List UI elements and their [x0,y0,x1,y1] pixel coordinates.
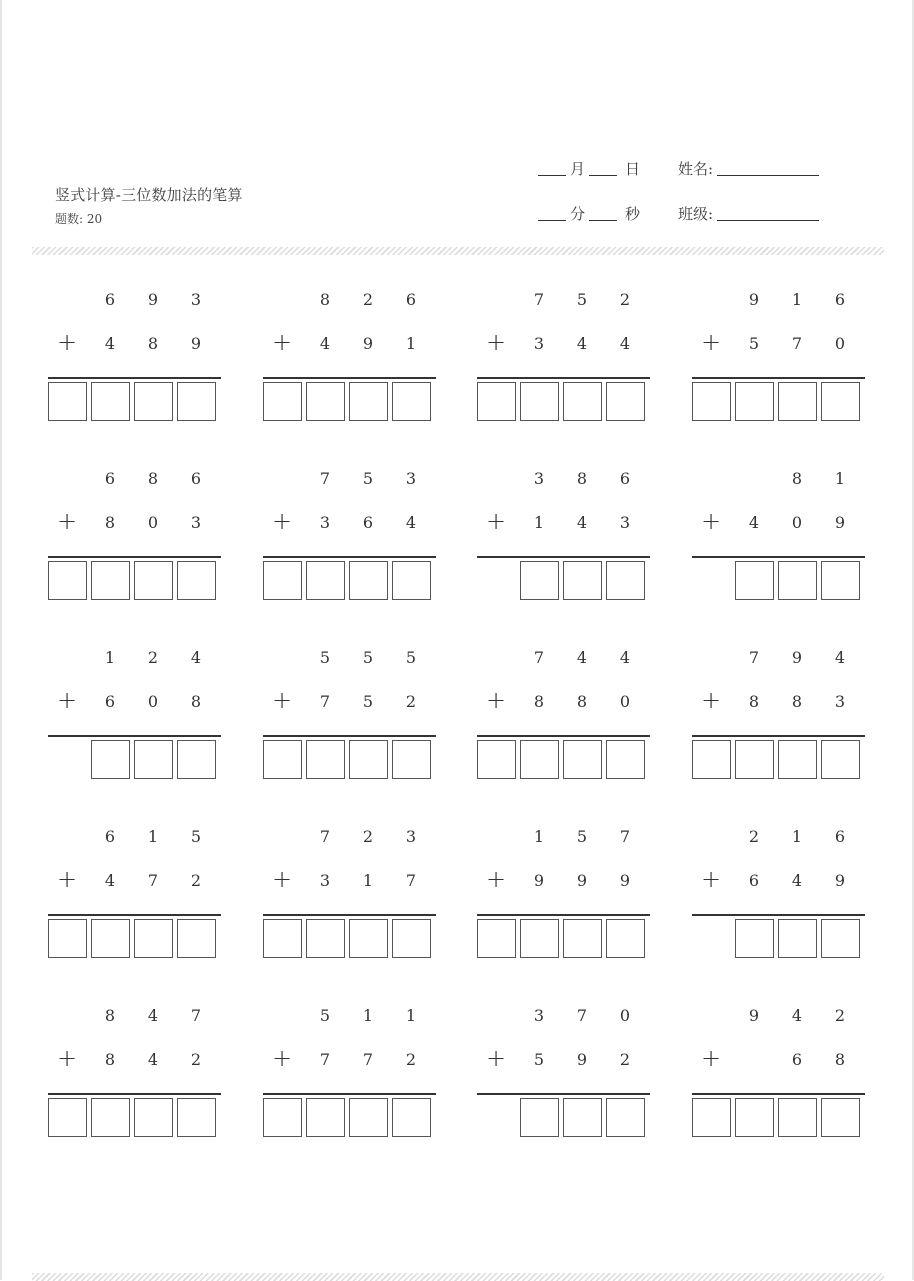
addend-top-digit: 9 [748,1006,760,1025]
sum-line [48,914,221,916]
answer-box[interactable] [735,382,774,421]
addend-top-digit: 3 [190,290,202,309]
answer-box[interactable] [477,740,516,779]
plus-sign-icon: + [271,1044,293,1072]
problem-17 [48,1004,224,1144]
plus-sign-icon: + [56,1044,78,1072]
sum-line [477,735,650,737]
answer-box[interactable] [91,919,130,958]
addend-bottom-digit: 3 [190,513,202,532]
addend-top-digit: 4 [147,1006,159,1025]
month-blank[interactable] [538,175,566,176]
addend-bottom-digit: 4 [104,334,116,353]
addend-top-digit: 6 [405,290,417,309]
answer-box[interactable] [821,919,860,958]
answer-box[interactable] [520,919,559,958]
plus-sign-icon: + [271,507,293,535]
answer-box[interactable] [91,561,130,600]
addend-top-digit: 7 [533,648,545,667]
addend-top-digit: 0 [619,1006,631,1025]
answer-box[interactable] [349,919,388,958]
addend-bottom-digit: 4 [619,334,631,353]
sum-line [263,377,436,379]
answer-box[interactable] [821,561,860,600]
header-divider [32,247,884,255]
answer-box[interactable] [177,1098,216,1137]
addend-top-digit: 2 [362,290,374,309]
problem-13 [48,825,224,965]
sum-line [692,914,865,916]
answer-box[interactable] [134,382,173,421]
addend-bottom-digit: 2 [190,871,202,890]
answer-box[interactable] [778,740,817,779]
answer-box[interactable] [349,382,388,421]
plus-sign-icon: + [271,328,293,356]
plus-sign-icon: + [700,686,722,714]
answer-box[interactable] [563,382,602,421]
answer-box[interactable] [735,919,774,958]
answer-box[interactable] [821,740,860,779]
addend-bottom-digit: 4 [104,871,116,890]
problem-10 [263,646,439,786]
addend-bottom-digit: 0 [791,513,803,532]
addend-bottom-digit: 3 [619,513,631,532]
addend-bottom-digit: 8 [104,513,116,532]
answer-box[interactable] [520,561,559,600]
plus-sign-icon: + [56,328,78,356]
answer-box[interactable] [48,1098,87,1137]
addend-top-digit: 6 [190,469,202,488]
addend-top-digit: 7 [190,1006,202,1025]
answer-box[interactable] [134,561,173,600]
sum-line [477,1093,650,1095]
answer-box[interactable] [263,740,302,779]
addend-top-digit: 1 [834,469,846,488]
plus-sign-icon: + [271,686,293,714]
sum-line [692,377,865,379]
addend-top-digit: 8 [576,469,588,488]
addend-top-digit: 5 [190,827,202,846]
addend-bottom-digit: 7 [362,1050,374,1069]
addend-bottom-digit: 6 [104,692,116,711]
addend-top-digit: 3 [533,469,545,488]
addend-bottom-digit: 8 [791,692,803,711]
addend-top-digit: 1 [104,648,116,667]
answer-box[interactable] [263,919,302,958]
addend-bottom-digit: 7 [405,871,417,890]
addend-bottom-digit: 4 [319,334,331,353]
addend-bottom-digit: 0 [619,692,631,711]
addend-bottom-digit: 7 [319,1050,331,1069]
class-blank[interactable] [717,220,819,221]
answer-box[interactable] [392,561,431,600]
addend-bottom-digit: 4 [576,513,588,532]
answer-box[interactable] [778,919,817,958]
addend-top-digit: 2 [362,827,374,846]
addend-bottom-digit: 5 [362,692,374,711]
answer-box[interactable] [563,740,602,779]
addend-bottom-digit: 1 [362,871,374,890]
answer-box[interactable] [606,561,645,600]
answer-box[interactable] [177,919,216,958]
addend-top-digit: 6 [104,827,116,846]
answer-box[interactable] [821,382,860,421]
addend-bottom-digit: 2 [405,1050,417,1069]
answer-box[interactable] [520,382,559,421]
addend-top-digit: 6 [104,290,116,309]
addend-top-digit: 4 [576,648,588,667]
addend-top-digit: 5 [576,290,588,309]
addend-top-digit: 6 [834,827,846,846]
answer-box[interactable] [520,740,559,779]
minute-blank[interactable] [538,220,566,221]
addend-bottom-digit: 9 [619,871,631,890]
answer-box[interactable] [306,919,345,958]
addend-top-digit: 6 [104,469,116,488]
addend-top-digit: 4 [190,648,202,667]
answer-box[interactable] [778,1098,817,1137]
sum-line [263,556,436,558]
addend-top-digit: 9 [748,290,760,309]
answer-box[interactable] [735,561,774,600]
plus-sign-icon: + [485,865,507,893]
answer-box[interactable] [91,382,130,421]
addend-bottom-digit: 4 [791,871,803,890]
addend-top-digit: 7 [533,290,545,309]
addend-bottom-digit: 3 [533,334,545,353]
sum-line [48,556,221,558]
answer-box[interactable] [563,1098,602,1137]
answer-box[interactable] [306,1098,345,1137]
problem-8 [692,467,868,607]
name-row [678,158,823,179]
addend-top-digit: 7 [619,827,631,846]
answer-box[interactable] [349,1098,388,1137]
problem-15 [477,825,653,965]
answer-box[interactable] [263,1098,302,1137]
addend-top-digit: 7 [576,1006,588,1025]
problem-9 [48,646,224,786]
answer-box[interactable] [91,1098,130,1137]
class-row [678,203,823,224]
answer-box[interactable] [692,1098,731,1137]
addend-bottom-digit: 4 [147,1050,159,1069]
problem-3 [477,288,653,428]
problem-5 [48,467,224,607]
addend-top-digit: 5 [362,469,374,488]
plus-sign-icon: + [700,865,722,893]
addend-bottom-digit: 0 [147,513,159,532]
addend-bottom-digit: 0 [147,692,159,711]
addend-top-digit: 4 [619,648,631,667]
answer-box[interactable] [349,561,388,600]
addend-bottom-digit: 4 [576,334,588,353]
answer-box[interactable] [606,740,645,779]
addend-top-digit: 3 [405,469,417,488]
addend-top-digit: 1 [362,1006,374,1025]
addend-top-digit: 3 [533,1006,545,1025]
answer-box[interactable] [48,382,87,421]
answer-box[interactable] [778,382,817,421]
answer-box[interactable] [306,382,345,421]
answer-box[interactable] [477,382,516,421]
problem-6 [263,467,439,607]
addend-top-digit: 7 [319,827,331,846]
answer-box[interactable] [392,919,431,958]
addend-top-digit: 6 [619,469,631,488]
addend-top-digit: 8 [319,290,331,309]
answer-box[interactable] [735,740,774,779]
sum-line [48,377,221,379]
addend-top-digit: 2 [147,648,159,667]
addend-top-digit: 5 [405,648,417,667]
problem-18 [263,1004,439,1144]
addend-top-digit: 2 [748,827,760,846]
plus-sign-icon: + [700,1044,722,1072]
addend-top-digit: 8 [104,1006,116,1025]
sum-line [477,914,650,916]
answer-box[interactable] [134,740,173,779]
answer-box[interactable] [606,382,645,421]
problem-count: 题数: 20 [55,212,103,226]
addend-top-digit: 7 [319,469,331,488]
answer-box[interactable] [306,740,345,779]
worksheet-title: 竖式计算-三位数加法的笔算 [55,186,243,204]
problem-4 [692,288,868,428]
addend-bottom-digit: 9 [576,1050,588,1069]
problem-14 [263,825,439,965]
addend-bottom-digit: 6 [791,1050,803,1069]
answer-box[interactable] [306,561,345,600]
sum-line [692,556,865,558]
addend-bottom-digit: 9 [190,334,202,353]
answer-box[interactable] [606,919,645,958]
plus-sign-icon: + [485,686,507,714]
answer-box[interactable] [134,919,173,958]
addend-bottom-digit: 7 [147,871,159,890]
addend-bottom-digit: 4 [748,513,760,532]
date-row [534,158,640,179]
plus-sign-icon: + [56,507,78,535]
answer-box[interactable] [692,740,731,779]
addend-bottom-digit: 2 [619,1050,631,1069]
addend-top-digit: 5 [576,827,588,846]
addend-bottom-digit: 9 [576,871,588,890]
sum-line [263,914,436,916]
answer-box[interactable] [177,382,216,421]
time-row [534,203,640,224]
sum-line [692,1093,865,1095]
plus-sign-icon: + [56,865,78,893]
problem-11 [477,646,653,786]
addend-bottom-digit: 3 [834,692,846,711]
answer-box[interactable] [563,561,602,600]
addend-top-digit: 1 [147,827,159,846]
name-blank[interactable] [717,175,819,176]
problem-16 [692,825,868,965]
sum-line [48,1093,221,1095]
addend-top-digit: 4 [791,1006,803,1025]
plus-sign-icon: + [485,1044,507,1072]
month-label: 月 [570,160,586,178]
answer-box[interactable] [821,1098,860,1137]
addend-top-digit: 7 [748,648,760,667]
sum-line [692,735,865,737]
plus-sign-icon: + [700,328,722,356]
answer-box[interactable] [520,1098,559,1137]
addend-bottom-digit: 8 [834,1050,846,1069]
addend-bottom-digit: 9 [362,334,374,353]
addend-bottom-digit: 3 [319,513,331,532]
answer-box[interactable] [48,919,87,958]
addend-top-digit: 1 [405,1006,417,1025]
answer-box[interactable] [263,382,302,421]
addend-bottom-digit: 8 [104,1050,116,1069]
addend-bottom-digit: 8 [748,692,760,711]
answer-box[interactable] [263,561,302,600]
plus-sign-icon: + [485,328,507,356]
addend-bottom-digit: 1 [533,513,545,532]
addend-bottom-digit: 9 [834,871,846,890]
addend-top-digit: 5 [319,648,331,667]
name-label: 姓名: [678,160,714,178]
addend-top-digit: 9 [147,290,159,309]
plus-sign-icon: + [271,865,293,893]
sum-line [477,556,650,558]
problem-1 [48,288,224,428]
sum-line [263,1093,436,1095]
problem-2 [263,288,439,428]
addend-top-digit: 5 [362,648,374,667]
problem-12 [692,646,868,786]
addend-bottom-digit: 8 [576,692,588,711]
answer-box[interactable] [606,1098,645,1137]
addend-top-digit: 9 [791,648,803,667]
class-label: 班级: [678,205,714,223]
addend-bottom-digit: 8 [533,692,545,711]
answer-box[interactable] [392,1098,431,1137]
addend-top-digit: 2 [619,290,631,309]
answer-box[interactable] [177,561,216,600]
addend-bottom-digit: 0 [834,334,846,353]
problem-20 [692,1004,868,1144]
addend-bottom-digit: 7 [319,692,331,711]
addend-bottom-digit: 4 [405,513,417,532]
second-blank[interactable] [589,220,617,221]
addend-top-digit: 1 [791,827,803,846]
answer-box[interactable] [392,382,431,421]
addend-bottom-digit: 2 [405,692,417,711]
problem-7 [477,467,653,607]
addend-top-digit: 1 [533,827,545,846]
sum-line [263,735,436,737]
addend-bottom-digit: 6 [362,513,374,532]
answer-box[interactable] [563,919,602,958]
plus-sign-icon: + [56,686,78,714]
addend-bottom-digit: 5 [748,334,760,353]
addend-top-digit: 1 [791,290,803,309]
addend-bottom-digit: 8 [190,692,202,711]
answer-box[interactable] [778,561,817,600]
addend-bottom-digit: 9 [533,871,545,890]
addend-top-digit: 5 [319,1006,331,1025]
plus-sign-icon: + [700,507,722,535]
addend-top-digit: 6 [834,290,846,309]
addend-bottom-digit: 1 [405,334,417,353]
sum-line [48,735,221,737]
answer-box[interactable] [477,919,516,958]
answer-box[interactable] [692,382,731,421]
answer-box[interactable] [134,1098,173,1137]
addend-bottom-digit: 3 [319,871,331,890]
minute-label: 分 [570,205,586,223]
answer-box[interactable] [91,740,130,779]
addend-top-digit: 4 [834,648,846,667]
answer-box[interactable] [349,740,388,779]
addend-bottom-digit: 7 [791,334,803,353]
answer-box[interactable] [735,1098,774,1137]
addend-top-digit: 2 [834,1006,846,1025]
addend-top-digit: 8 [791,469,803,488]
page-edge-left [0,0,2,1280]
addend-bottom-digit: 8 [147,334,159,353]
day-label: 日 [625,160,641,178]
addend-top-digit: 8 [147,469,159,488]
answer-box[interactable] [177,740,216,779]
plus-sign-icon: + [485,507,507,535]
addend-bottom-digit: 2 [190,1050,202,1069]
sum-line [477,377,650,379]
answer-box[interactable] [392,740,431,779]
addend-bottom-digit: 9 [834,513,846,532]
addend-bottom-digit: 5 [533,1050,545,1069]
answer-box[interactable] [48,561,87,600]
addend-top-digit: 3 [405,827,417,846]
addend-bottom-digit: 6 [748,871,760,890]
problem-19 [477,1004,653,1144]
day-blank[interactable] [589,175,617,176]
second-label: 秒 [625,205,641,223]
